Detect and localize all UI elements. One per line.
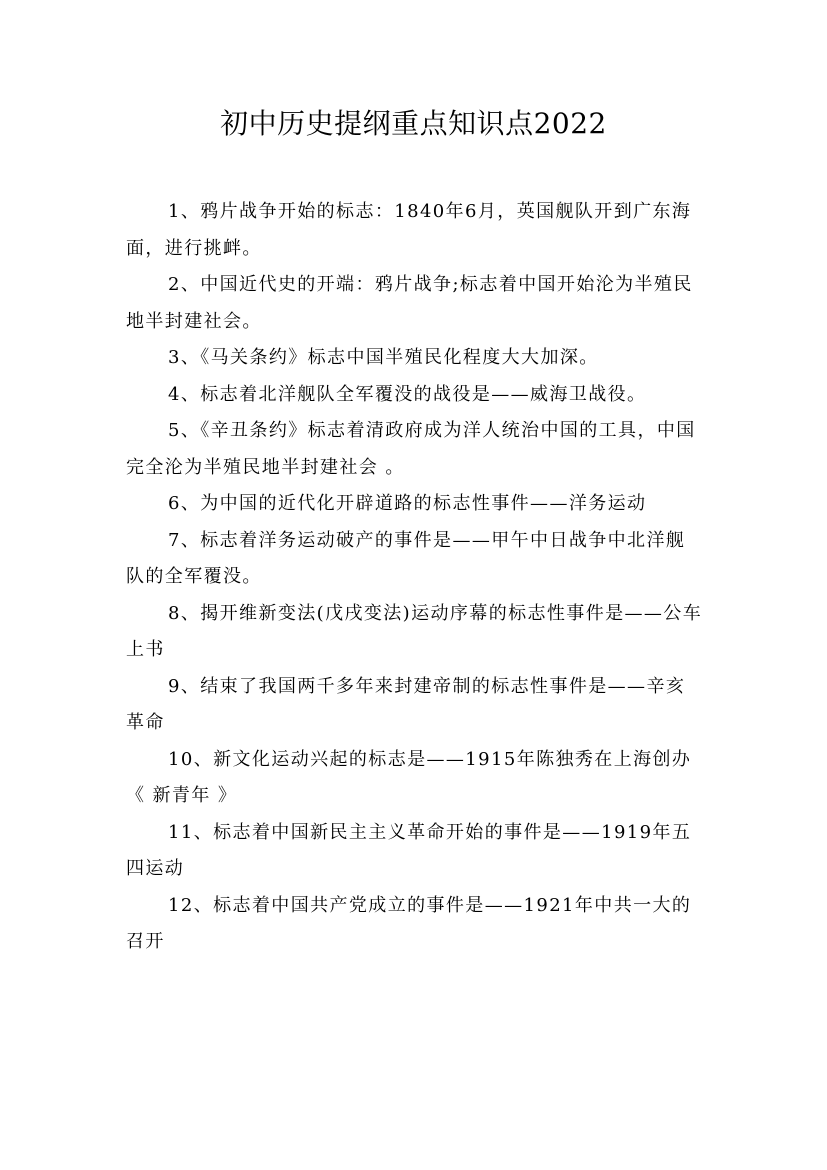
- paragraph-8: 8、揭开维新变法(戊戌变法)运动序幕的标志性事件是——公车上书: [126, 602, 703, 660]
- paragraph-6: 6、为中国的近代化开辟道路的标志性事件——洋务运动: [168, 493, 647, 514]
- paragraph-4: 4、标志着北洋舰队全军覆没的战役是——威海卫战役。: [168, 383, 647, 405]
- paragraph-3: 3、《马关条约》标志中国半殖民化程度大大加深。: [168, 347, 599, 368]
- document-body: [126, 194, 704, 961]
- paragraph-1: 1、鸦片战争开始的标志：1840年6月，英国舰队开到广东海面，进行挑衅。: [126, 201, 692, 259]
- paragraph-10: 10、新文化运动兴起的标志是——1915年陈独秀在上海创办《 新青年 》: [126, 748, 692, 806]
- paragraph-12: 12、标志着中国共产党成立的事件是——1921年中共一大的召开: [126, 894, 692, 952]
- paragraph-11: 11、标志着中国新民主主义革命开始的事件是——1919年五四运动: [126, 821, 692, 879]
- paragraph-7: 7、标志着洋务运动破产的事件是——甲午中日战争中北洋舰队的全军覆没。: [126, 529, 686, 587]
- document-title: 初中历史提纲重点知识点2022: [220, 107, 607, 140]
- paragraph-5: 5、《辛丑条约》标志着清政府成为洋人统治中国的工具，中国完全沦为半殖民地半封建社会 。: [126, 420, 696, 478]
- paragraph-2: 2、中国近代史的开端：鸦片战争;标志着中国开始沦为半殖民地半封建社会。: [126, 274, 693, 332]
- paragraph-9: 9、结束了我国两千多年来封建帝制的标志性事件是——辛亥革命: [126, 675, 686, 733]
